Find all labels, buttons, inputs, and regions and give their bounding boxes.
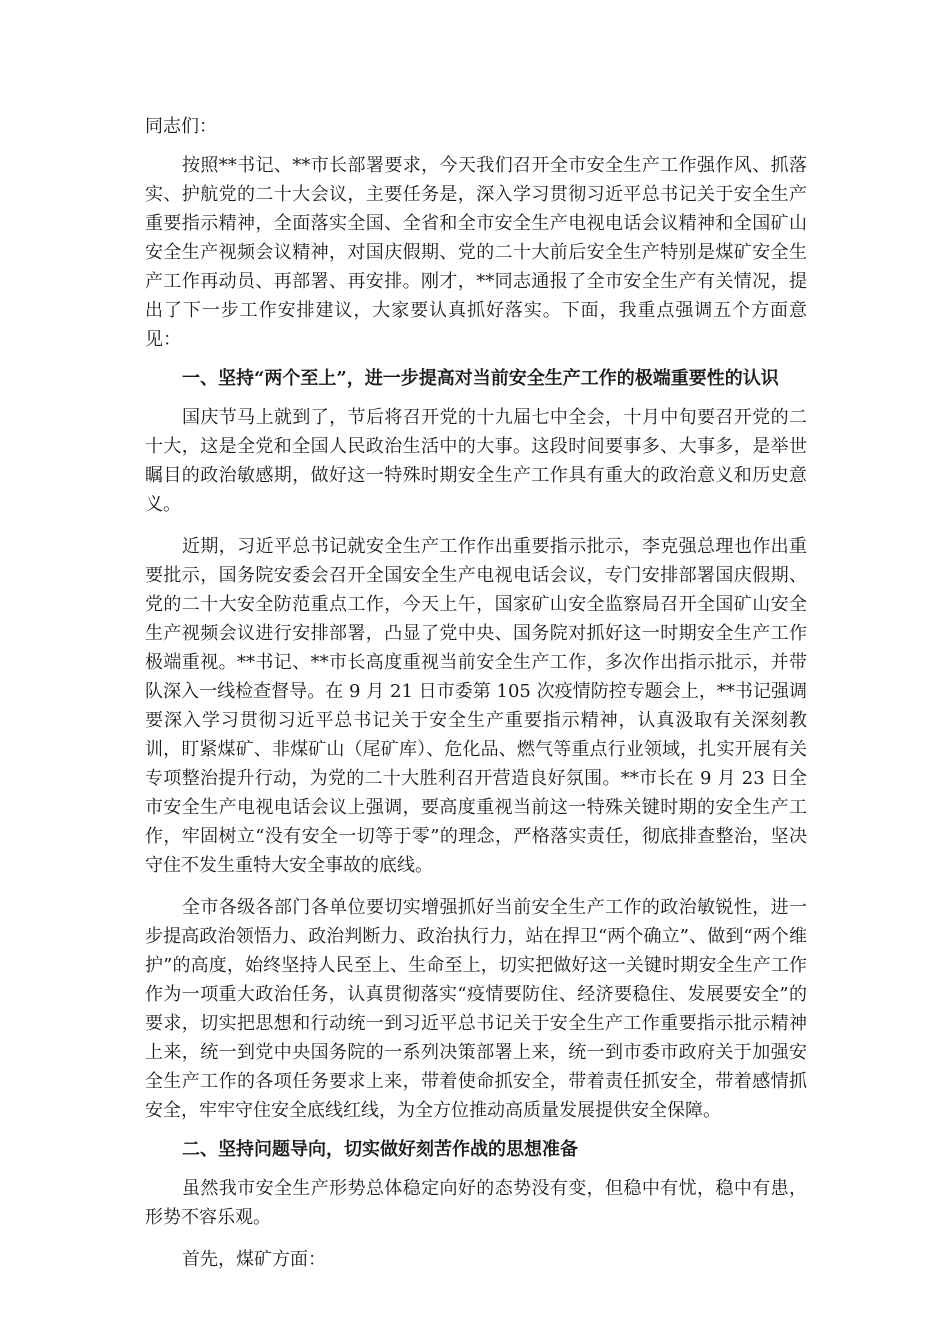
body-paragraph: 近期，习近平总书记就安全生产工作作出重要指示批示，李克强总理也作出重要批示，国务院安委会召开全国安全生产电视电话会议，专门安排部署国庆假期、党的二十大安全防范重点工作，今天上午，国家矿山安全监察局召开全国矿山安全生产视频会议进行安排部署，凸显了党中央、国务院对抓好这一时期安全生产工作极端重视。**书记、**市长高度重视当前安全生产工作，多次作出指示批示，并带队深入一线检查督导。在 9 月 21 日市委第 105 次疫情防控专题会上，**书记强调要深入学习贯彻习近平总书记关于安全生产重要指示精神，认真汲取有关深刻教训，盯紧煤矿、非煤矿山（尾矿库）、危化品、燃气等重点行业领域，扎实开展有关专项整治提升行动，为党的二十大胜利召开营造良好氛围。**市长在 9 月 23 日全市安全生产电视电话会议上强调，要高度重视当前这一特殊关键时期的安全生产工作，牢固树立“没有安全一切等于零”的理念，严格落实责任，彻底排查整治，坚决守住不发生重特大安全事故的底线。 xyxy=(145,536,807,876)
body-paragraph: 全市各级各部门各单位要切实增强抓好当前安全生产工作的政治敏锐性，进一步提高政治领悟力、政治判断力、政治执行力，站在捍卫“两个确立”、做到“两个维护”的高度，始终坚持人民至上、生命至上，切实把做好这一关键时期安全生产工作作为一项重大政治任务，认真贯彻落实“疫情要防住、经济要稳住、发展要安全”的要求，切实把思想和行动统一到习近平总书记关于安全生产工作重要指示批示精神上来，统一到党中央国务院的一系列决策部署上来，统一到市委市政府关于加强安全生产工作的各项任务要求上来，带着使命抓安全，带着责任抓安全，带着感情抓安全，牢牢守住安全底线红线，为全方位推动高质量发展提供安全保障。 xyxy=(145,897,807,1121)
salutation: 同志们： xyxy=(145,116,217,137)
body-paragraph: 虽然我市安全生产形势总体稳定向好的态势没有变，但稳中有忧，稳中有患，形势不容乐观。 xyxy=(145,1178,807,1228)
document-page xyxy=(145,112,807,1274)
body-paragraph: 国庆节马上就到了，节后将召开党的十九届七中全会，十月中旬要召开党的二十大，这是全党和全国人民政治生活中的大事。这段时间要事多、大事多，是举世瞩目的政治敏感期，做好这一特殊时期安全生产工作具有重大的政治意义和历史意义。 xyxy=(145,407,807,515)
section-heading-1: 一、坚持“两个至上”，进一步提高对当前安全生产工作的极端重要性的认识 xyxy=(182,368,779,389)
body-paragraph: 首先，煤矿方面： xyxy=(182,1249,326,1270)
intro-paragraph: 按照**书记、**市长部署要求，今天我们召开全市安全生产工作强作风、抓落实、护航党的二十大会议，主要任务是，深入学习贯彻习近平总书记关于安全生产重要指示精神，全面落实全国、全省和全市安全生产电视电话会议精神和全国矿山安全生产视频会议精神，对国庆假期、党的二十大前后安全生产特别是煤矿安全生产工作再动员、再部署、再安排。刚才，**同志通报了全市安全生产有关情况，提出了下一步工作安排建议，大家要认真抓好落实。下面，我重点强调五个方面意见： xyxy=(145,155,807,350)
section-heading-2: 二、坚持问题导向，切实做好刻苦作战的思想准备 xyxy=(182,1139,578,1160)
